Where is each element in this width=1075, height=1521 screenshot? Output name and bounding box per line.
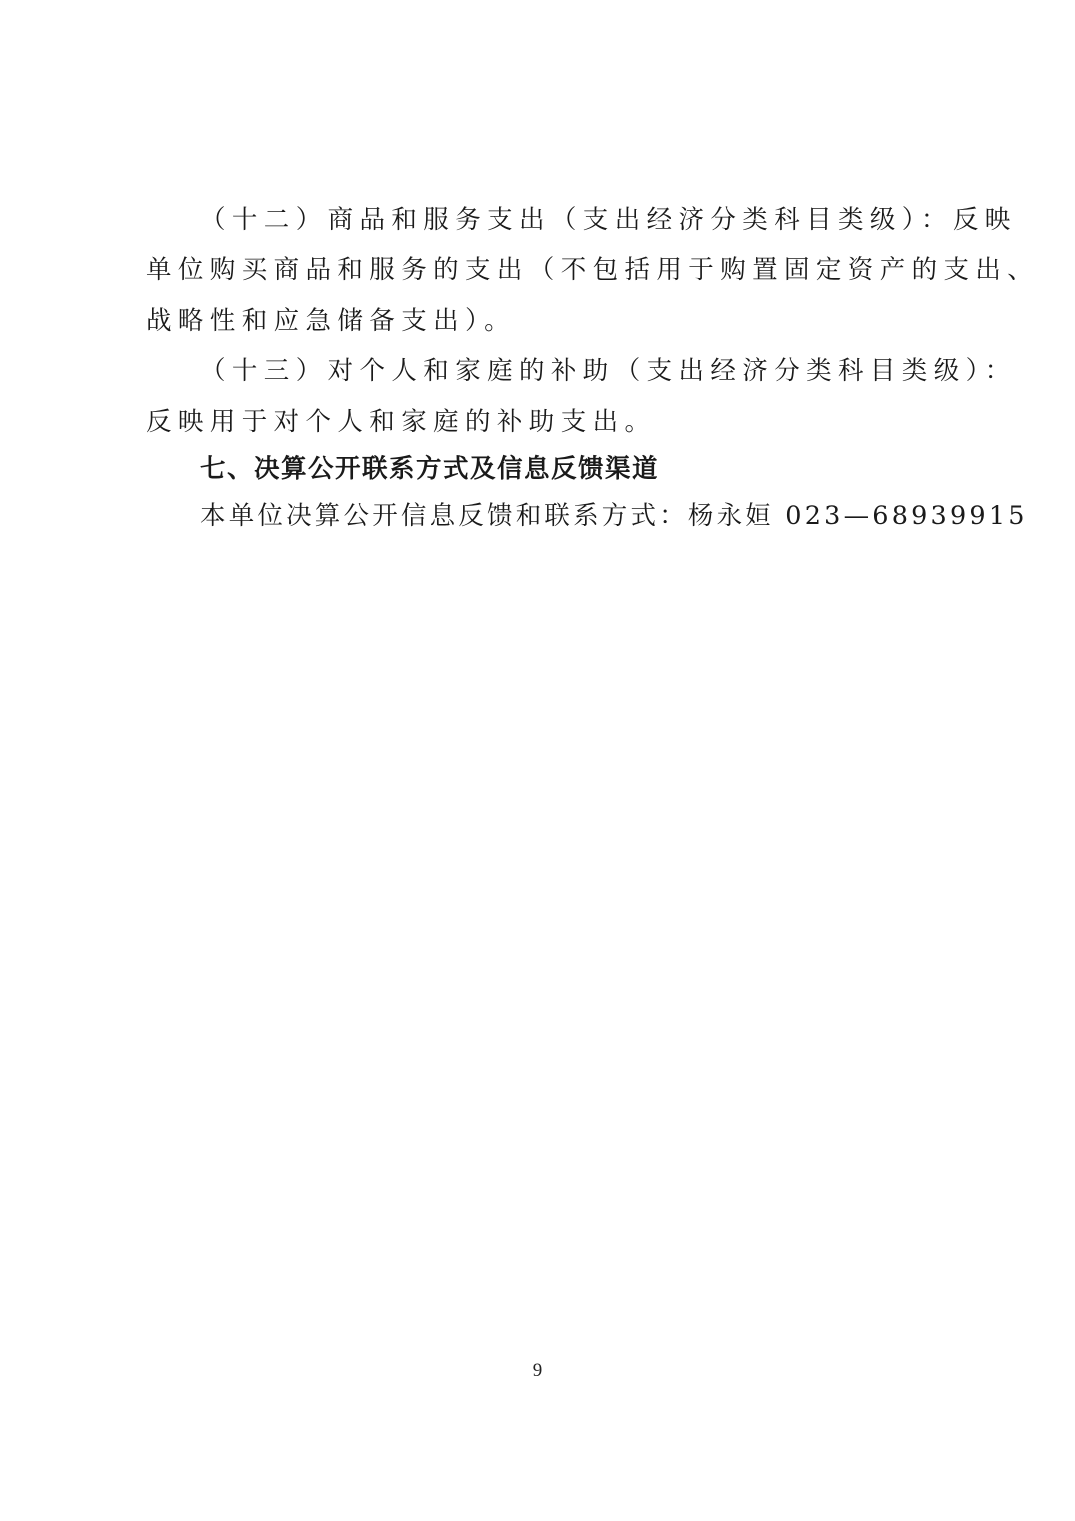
paragraph-12-line-2: 单位购买商品和服务的支出（不包括用于购置固定资产的支出、 xyxy=(146,255,1040,285)
page-number: 9 xyxy=(532,1360,543,1381)
paragraph-12-line-1: （十二）商品和服务支出（支出经济分类科目类级）：反映 xyxy=(200,205,1017,235)
paragraph-13-line-2: 反映用于对个人和家庭的补助支出。 xyxy=(146,407,657,437)
paragraph-13-line-1: （十三）对个人和家庭的补助（支出经济分类科目类级）： xyxy=(200,356,1017,386)
paragraph-12-line-3: 战略性和应急储备支出）。 xyxy=(146,306,517,336)
contact-info: 本单位决算公开信息反馈和联系方式：杨永姮 023—68939915 xyxy=(200,501,1028,531)
section-7-heading: 七、决算公开联系方式及信息反馈渠道 xyxy=(200,454,660,484)
